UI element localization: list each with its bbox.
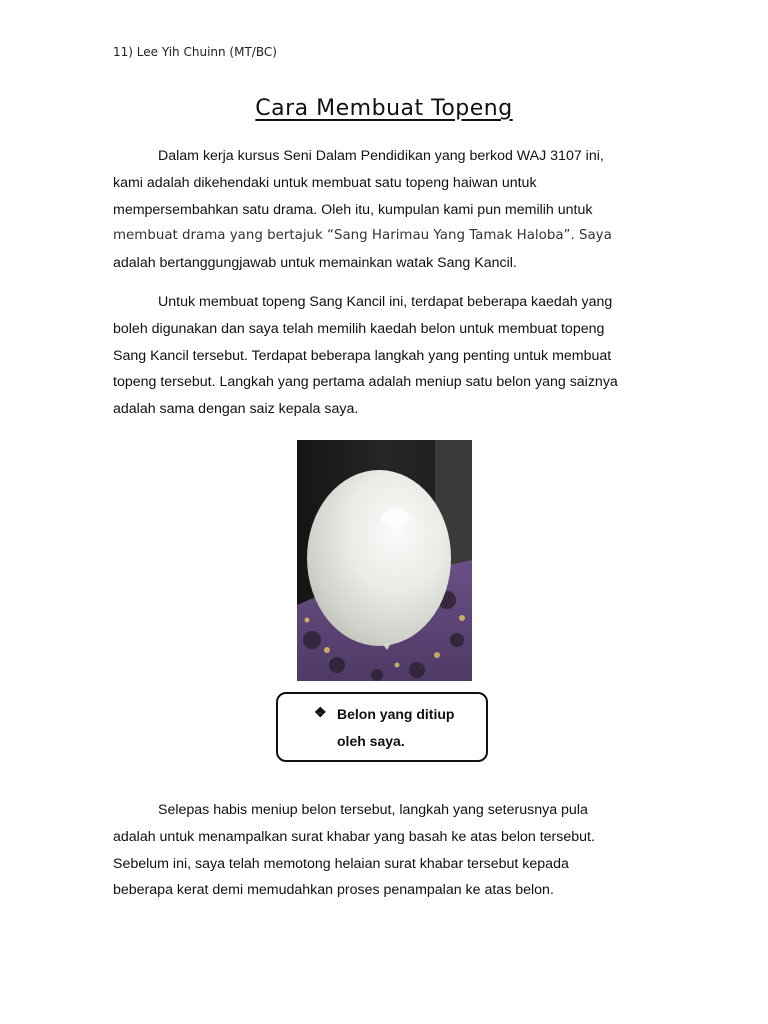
figure-caption <box>337 701 482 755</box>
paragraph-line: adalah sama dengan saiz kepala saya. <box>113 401 359 418</box>
paragraph-line: Sebelum ini, saya telah memotong helaian surat khabar tersebut kepada <box>113 855 569 872</box>
paragraph-line: adalah bertanggungjawab untuk memainkan watak Sang Kancil. <box>113 255 517 272</box>
diamond-bullet-icon: ❖ <box>314 704 327 720</box>
paragraph-line: topeng tersebut. Langkah yang pertama adalah meniup satu belon yang saiznya <box>113 374 618 391</box>
paragraph-line: beberapa kerat demi memudahkan proses penampalan ke atas belon. <box>113 882 554 899</box>
balloon-photo <box>297 440 472 681</box>
caption-line: Belon yang ditiup <box>337 706 455 722</box>
paragraph-line: Untuk membuat topeng Sang Kancil ini, terdapat beberapa kaedah yang <box>158 294 613 310</box>
paragraph-line: mempersembahkan satu drama. Oleh itu, kumpulan kami pun memilih untuk <box>113 201 593 218</box>
paragraph-line: adalah untuk menampalkan surat khabar yang basah ke atas belon tersebut. <box>113 828 595 845</box>
paragraph-next-step <box>113 797 653 904</box>
author-header: 11) Lee Yih Chuinn (MT/BC) <box>113 45 277 59</box>
paragraph-line: boleh digunakan dan saya telah memilih kaedah belon untuk membuat topeng <box>113 320 605 337</box>
paragraph-line: Selepas habis meniup belon tersebut, langkah yang seterusnya pula <box>158 802 588 818</box>
paragraph-line: kami adalah dikehendaki untuk membuat satu topeng haiwan untuk <box>113 174 537 191</box>
figure-caption-box <box>276 692 488 762</box>
paragraph-line: Sang Kancil tersebut. Terdapat beberapa langkah yang penting untuk membuat <box>113 347 612 364</box>
paragraph-line: membuat drama yang bertajuk “Sang Harimau Yang Tamak Haloba”. Saya <box>113 228 612 244</box>
paragraph-method <box>113 289 653 423</box>
document-title: Cara Membuat Topeng <box>255 96 513 121</box>
paragraph-intro <box>113 143 653 277</box>
paragraph-line: Dalam kerja kursus Seni Dalam Pendidikan yang berkod WAJ 3107 ini, <box>158 148 604 164</box>
caption-line: oleh saya. <box>337 733 405 749</box>
